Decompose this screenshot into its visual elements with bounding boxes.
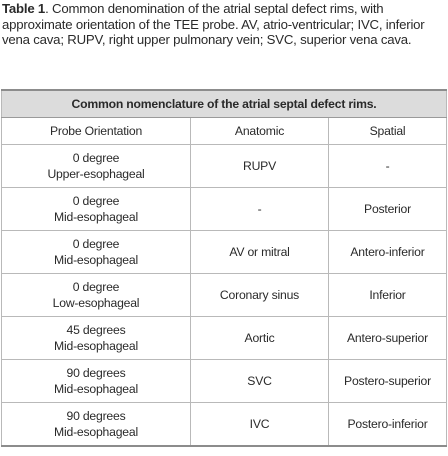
orientation-level: Mid-esophageal <box>54 339 138 353</box>
table-caption-text: . Common denomination of the atrial septal defect rims, with approximate orientation of the TEE probe. AV, atrio-ventricular; IVC, inferior vena cava; RUPV, right upper pulmonary vein; SVC, superior vena cava. <box>2 1 425 47</box>
probe-orientation-cell <box>2 188 191 231</box>
probe-orientation-cell <box>2 274 191 317</box>
anatomic-cell: - <box>191 188 329 231</box>
orientation-degree: 45 degrees <box>66 323 126 337</box>
table-row <box>2 403 447 447</box>
table-title-row <box>2 90 447 118</box>
column-header-spatial: Spatial <box>329 118 447 145</box>
spatial-cell: Antero-superior <box>329 317 447 360</box>
anatomic-cell: Coronary sinus <box>191 274 329 317</box>
table-caption-label: Table 1 <box>2 1 46 16</box>
spatial-cell: Inferior <box>329 274 447 317</box>
spatial-cell: - <box>329 145 447 188</box>
orientation-degree: 90 degrees <box>66 409 126 423</box>
anatomic-cell: AV or mitral <box>191 231 329 274</box>
probe-orientation-cell <box>2 145 191 188</box>
orientation-level: Mid-esophageal <box>54 425 138 439</box>
table-row <box>2 274 447 317</box>
orientation-level: Low-esophageal <box>52 296 140 310</box>
table-title: Common nomenclature of the atrial septal defect rims. <box>2 90 447 118</box>
spatial-cell: Postero-superior <box>329 360 447 403</box>
orientation-degree: 0 degree <box>72 280 120 294</box>
probe-orientation-cell <box>2 360 191 403</box>
table-row <box>2 188 447 231</box>
spatial-cell: Posterior <box>329 188 447 231</box>
table-row <box>2 360 447 403</box>
spatial-cell: Antero-inferior <box>329 231 447 274</box>
orientation-degree: 90 degrees <box>66 366 126 380</box>
column-header-probe-orientation: Probe Orientation <box>2 118 191 145</box>
orientation-degree: 0 degree <box>72 194 120 208</box>
probe-orientation-cell <box>2 231 191 274</box>
column-header-anatomic: Anatomic <box>191 118 329 145</box>
table-row <box>2 317 447 360</box>
orientation-degree: 0 degree <box>72 151 120 165</box>
table-header-row <box>2 118 447 145</box>
orientation-level: Mid-esophageal <box>54 210 138 224</box>
orientation-level: Mid-esophageal <box>54 382 138 396</box>
orientation-level: Upper-esophageal <box>47 167 145 181</box>
anatomic-cell: Aortic <box>191 317 329 360</box>
orientation-level: Mid-esophageal <box>54 253 138 267</box>
probe-orientation-cell <box>2 403 191 447</box>
table-caption <box>2 1 446 48</box>
spatial-cell: Postero-inferior <box>329 403 447 447</box>
anatomic-cell: SVC <box>191 360 329 403</box>
probe-orientation-cell <box>2 317 191 360</box>
orientation-degree: 0 degree <box>72 237 120 251</box>
table-row <box>2 145 447 188</box>
anatomic-cell: RUPV <box>191 145 329 188</box>
table-row <box>2 231 447 274</box>
nomenclature-table <box>1 89 447 447</box>
anatomic-cell: IVC <box>191 403 329 447</box>
